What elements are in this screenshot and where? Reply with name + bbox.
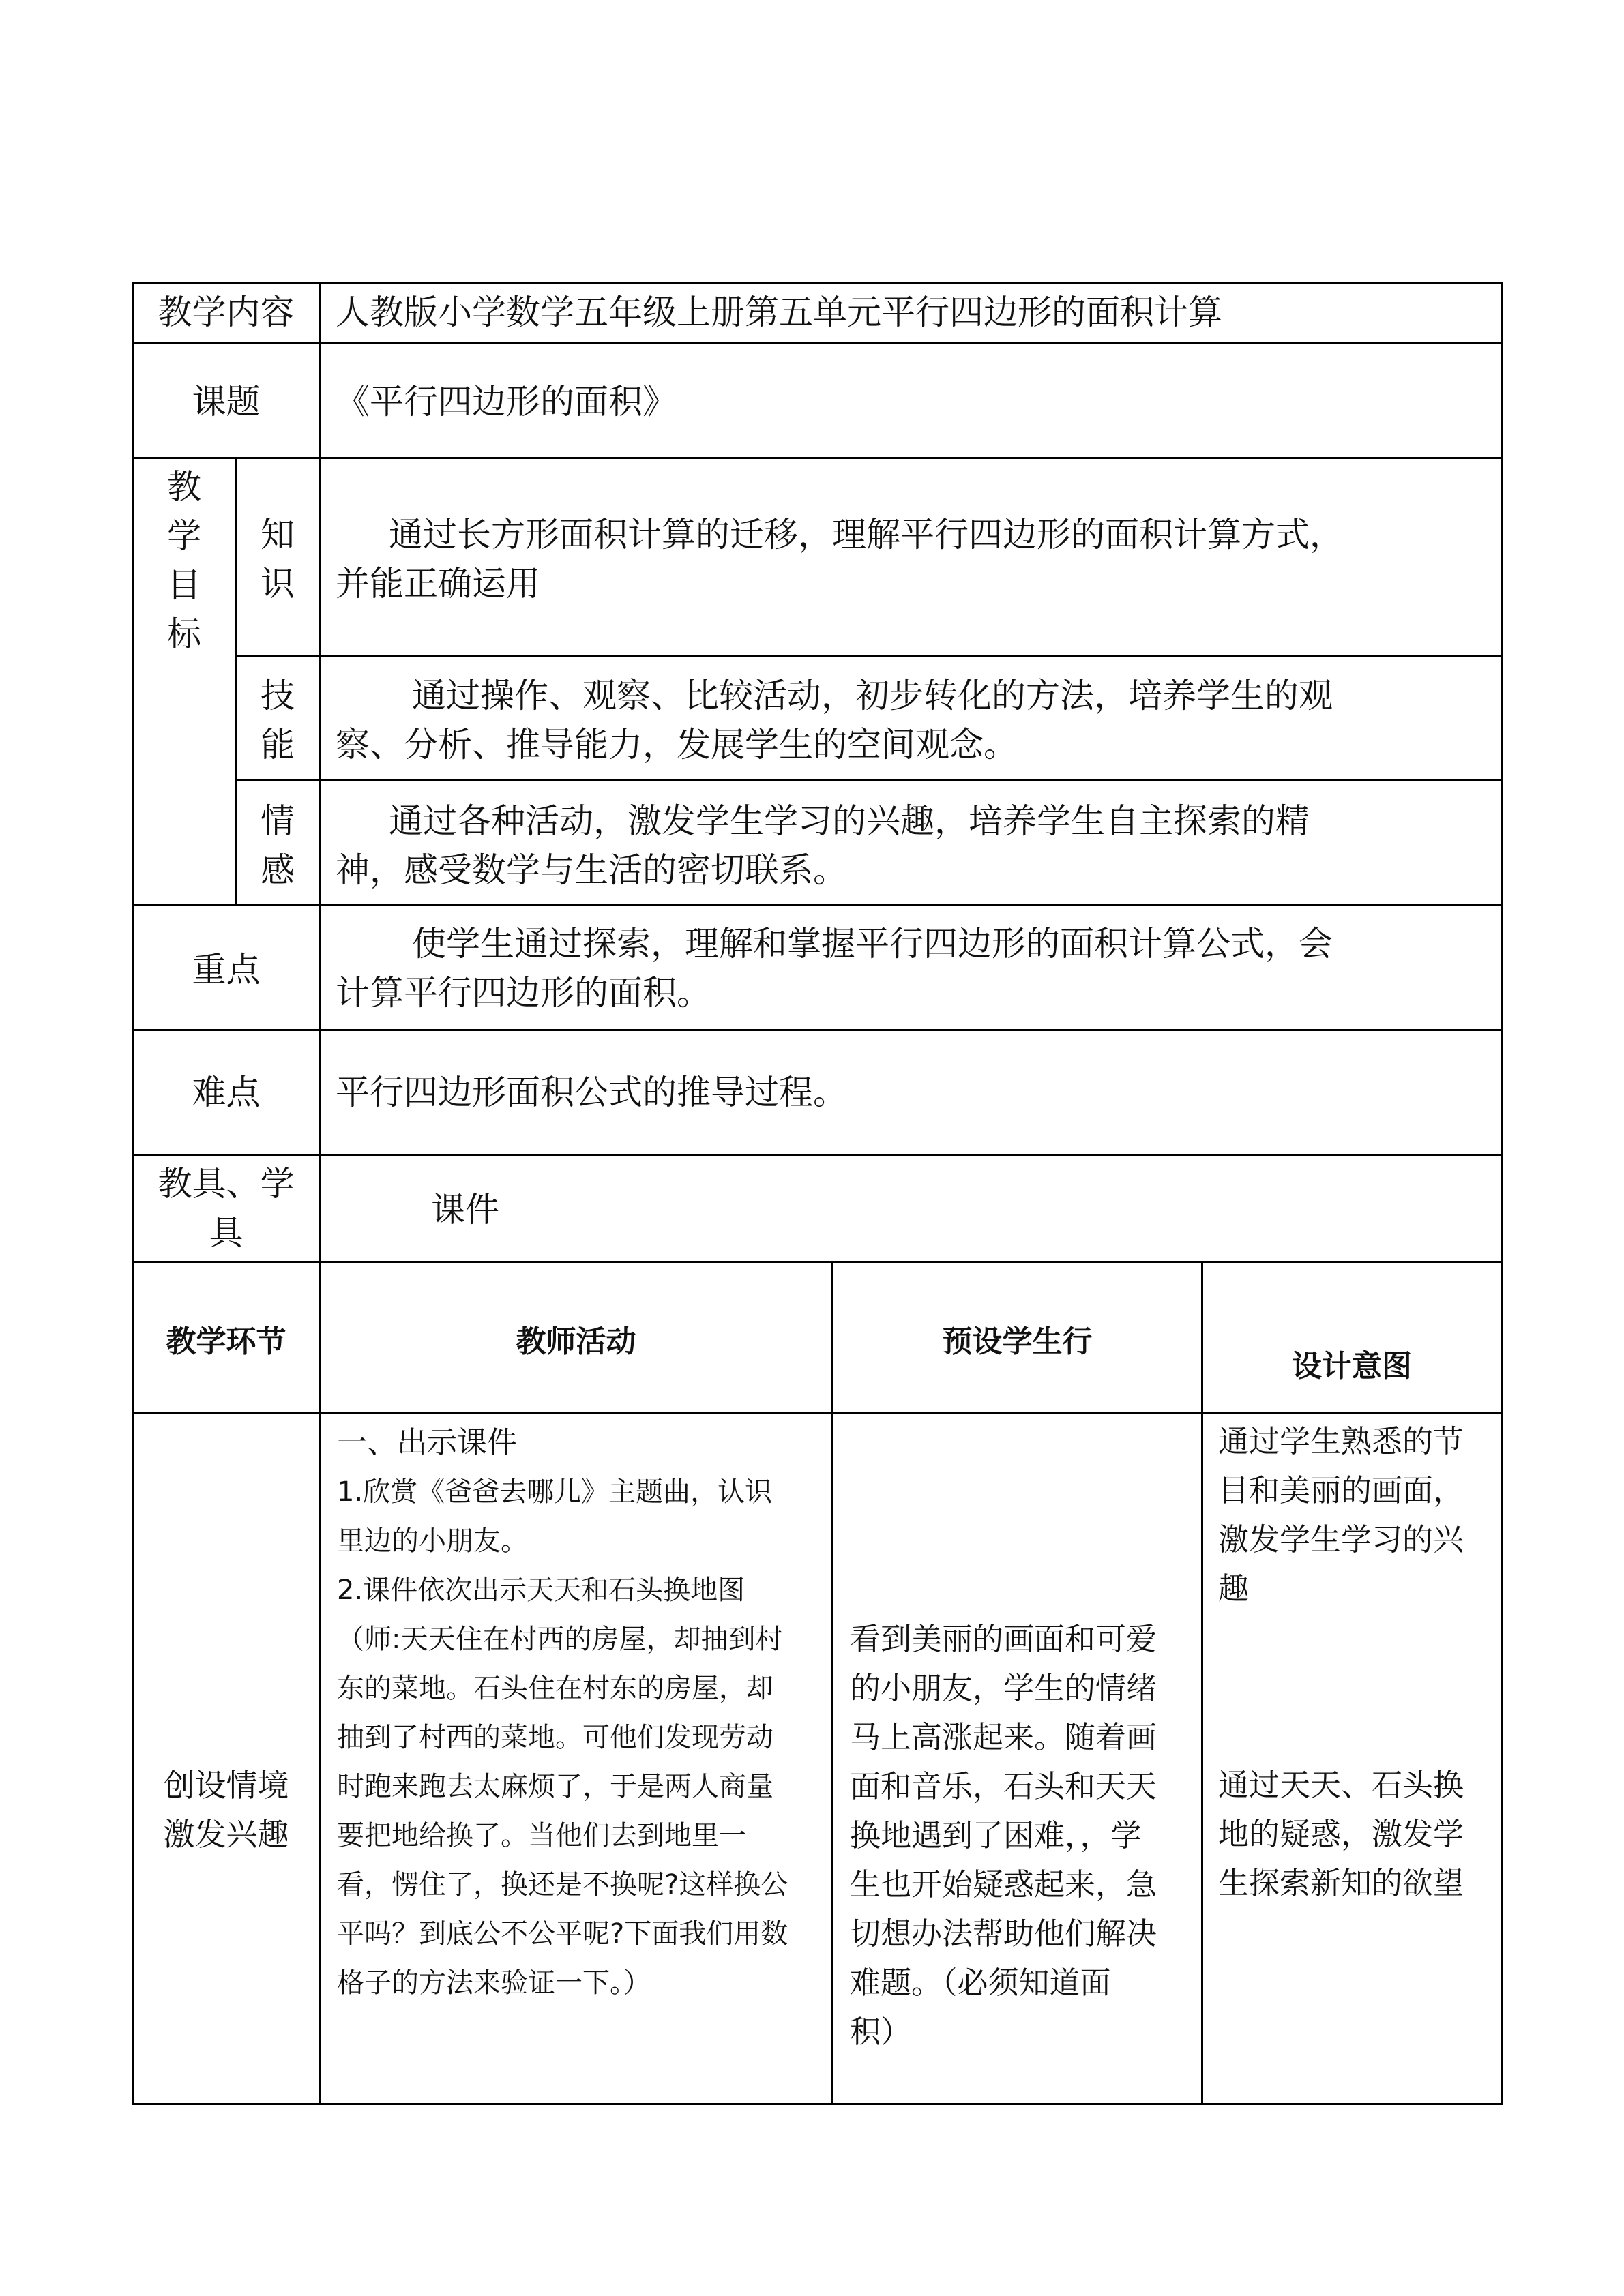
content-value: 人教版小学数学五年级上册第五单元平行四边形的面积计算: [336, 293, 1222, 332]
skill-label-char: 技: [261, 676, 295, 715]
teacher-line: 东的菜地。石头住在村东的房屋，却: [337, 1673, 773, 1704]
student-line: 难题。（必须知道面: [850, 1965, 1111, 2001]
teacher-line: 看，愣住了，换还是不换呢?这样换公: [337, 1869, 788, 1900]
skill-text-line: 通过操作、观察、比较活动，初步转化的方法，培养学生的观: [412, 676, 1333, 715]
header-intent: 设计意图: [1292, 1349, 1412, 1384]
skill-text-line: 察、分析、推导能力，发展学生的空间观念。: [336, 725, 1018, 764]
topic-label: 课题: [192, 382, 261, 421]
tools-value: 课件: [431, 1190, 499, 1229]
header-student: 预设学生行: [942, 1324, 1093, 1359]
objectives-label-char: 教: [167, 467, 201, 507]
knowledge-text-line: 通过长方形面积计算的迁移，理解平行四边形的面积计算方式，: [389, 515, 1344, 554]
teacher-line: 1.欣赏《爸爸去哪儿》主题曲，认识: [337, 1476, 773, 1508]
emotion-text-line: 神，感受数学与生活的密切联系。: [336, 850, 847, 890]
teacher-line: 一、出示课件: [337, 1425, 517, 1460]
teacher-line: 2.课件依次出示天天和石头换地图: [337, 1575, 745, 1606]
difficulty-value: 平行四边形面积公式的推导过程。: [336, 1073, 847, 1112]
key-point-label: 重点: [192, 950, 261, 989]
teacher-line: 平吗？到底公不公平呢?下面我们用数: [337, 1918, 788, 1950]
student-line: 马上高涨起来。随着画: [850, 1719, 1157, 1755]
header-teacher: 教师活动: [516, 1324, 636, 1359]
student-line: 生也开始疑惑起来，急: [850, 1866, 1157, 1903]
knowledge-label-char: 知: [261, 515, 295, 554]
difficulty-label: 难点: [192, 1073, 261, 1112]
tools-label-line: 教具、学: [158, 1164, 295, 1204]
teacher-line: 格子的方法来验证一下。）: [337, 1967, 651, 1999]
objectives-label-char: 目: [167, 565, 201, 605]
teacher-line: 时跑来跑去太麻烦了，于是两人商量: [337, 1771, 773, 1802]
emotion-text-line: 通过各种活动，激发学生学习的兴趣，培养学生自主探索的精: [389, 801, 1310, 841]
student-line: 换地遇到了困难，，学: [850, 1817, 1142, 1853]
stage-line: 激发兴趣: [163, 1816, 289, 1853]
objectives-label-char: 标: [167, 614, 201, 654]
intent-line: 激发学生学习的兴: [1218, 1521, 1464, 1557]
emotion-label-char: 情: [261, 801, 295, 841]
intent-line: 目和美丽的画面，: [1218, 1472, 1464, 1508]
intent-line: 通过学生熟悉的节: [1218, 1423, 1464, 1459]
intent-line: 地的疑惑，激发学: [1218, 1816, 1464, 1852]
student-line: 积）: [850, 2014, 912, 2050]
teacher-line: 要把地给换了。当他们去到地里一: [337, 1820, 746, 1851]
teacher-line: 抽到了村西的菜地。可他们发现劳动: [337, 1722, 773, 1753]
student-line: 的小朋友，学生的情绪: [850, 1670, 1157, 1706]
teacher-line: 里边的小朋友。: [337, 1525, 528, 1557]
knowledge-text-line: 并能正确运用: [336, 564, 540, 603]
intent-line: 通过天天、石头换: [1218, 1767, 1464, 1803]
emotion-label-char: 感: [261, 850, 295, 890]
objectives-label-char: 学: [167, 516, 201, 556]
teacher-line: （师:天天住在村西的房屋，却抽到村: [337, 1624, 783, 1655]
student-line: 切想办法帮助他们解决: [850, 1915, 1157, 1952]
header-stage: 教学环节: [166, 1324, 286, 1359]
topic-value: 《平行四边形的面积》: [336, 382, 677, 421]
key-point-text-line: 计算平行四边形的面积。: [336, 973, 711, 1013]
intent-line: 生探索新知的欲望: [1218, 1865, 1464, 1901]
content-label: 教学内容: [158, 293, 295, 332]
student-line: 看到美丽的画面和可爱: [850, 1621, 1157, 1657]
intent-line: 趣: [1218, 1570, 1250, 1607]
student-line: 面和音乐，石头和天天: [850, 1768, 1157, 1804]
skill-label-char: 能: [261, 725, 295, 764]
key-point-text-line: 使学生通过探索，理解和掌握平行四边形的面积计算公式，会: [412, 924, 1333, 964]
tools-label-line: 具: [209, 1213, 243, 1253]
stage-line: 创设情境: [163, 1767, 289, 1804]
knowledge-label-char: 识: [261, 564, 295, 603]
